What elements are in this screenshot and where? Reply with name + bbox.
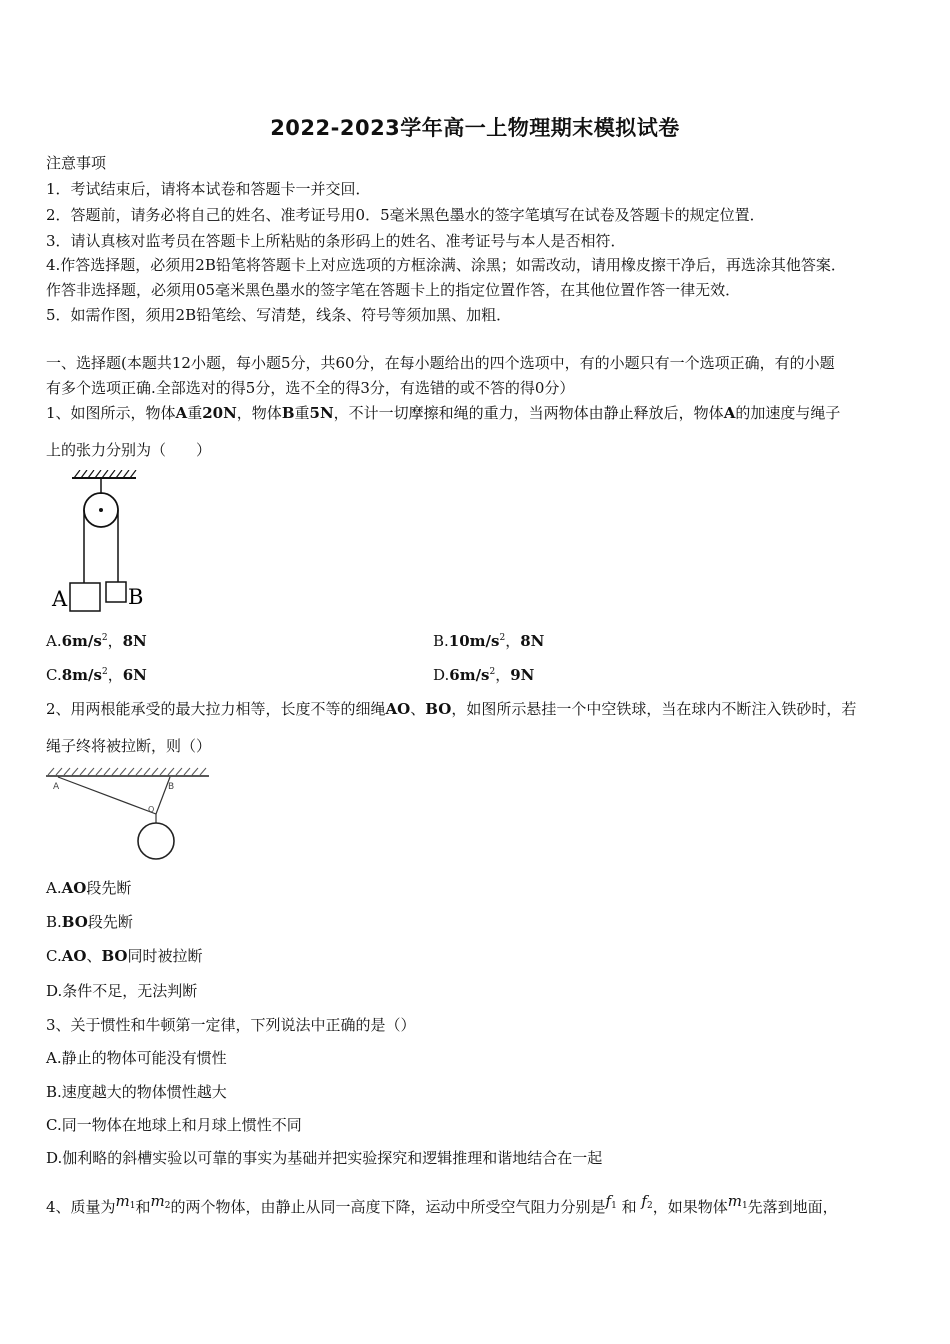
notice-item: 2．答题前，请务必将自己的姓名、准考证号用0．5毫米黑色墨水的签字笔填写在试卷及答题卡的规定位置． — [46, 206, 765, 224]
notice-item: 3．请认真核对监考员在答题卡上所粘贴的条形码上的姓名、准考证号与本人是否相符． — [46, 232, 626, 250]
q2-option-d[interactable]: D.条件不足，无法判断 — [46, 982, 198, 1000]
notice-heading: 注意事项 — [46, 154, 107, 172]
q1-option-a[interactable]: $A.6m/s^2$，8N — [46, 632, 147, 650]
label-b: B — [128, 585, 144, 609]
q2-option-a[interactable]: A.AO段先断 — [46, 879, 132, 897]
hanging-ball-figure — [44, 766, 212, 864]
q3-option-a[interactable]: A.静止的物体可能没有惯性 — [46, 1049, 227, 1067]
section-instructions: 一、选择题(本题共12小题，每小题5分，共60分，在每小题给出的四个选项中，有的小题只有一个选项正确，有的小题 — [46, 354, 835, 372]
q1-option-c[interactable]: $C.8m/s^2$，6N — [46, 666, 147, 684]
q2-stem-cont: 绳子终将被拉断，则（） — [46, 737, 212, 755]
label-b: B — [168, 782, 175, 792]
notice-item: 1．考试结束后，请将本试卷和答题卡一并交回． — [46, 180, 371, 198]
pulley-figure — [48, 470, 158, 615]
section-instructions: 有多个选项正确.全部选对的得5分，选不全的得3分，有选错的或不答的得0分） — [46, 379, 575, 397]
q2-option-c[interactable]: C.AO、BO同时被拉断 — [46, 947, 203, 965]
q4-stem: 4、质量为$m_1$和$m_2$的两个物体，由静止从同一高度下降，运动中所受空气阻力分别是$f_1$ 和 $f_2$，如果物体$m_1$先落到地面， — [46, 1192, 838, 1216]
q1-option-b[interactable]: $B.10m/s^2$，8N — [433, 632, 545, 650]
q1-stem: 1、如图所示，物体A重20N，物体B重5N，不计一切摩擦和绳的重力，当两物体由静止释放后，物体A的加速度与绳子 — [46, 404, 841, 422]
q2-stem: 2、用两根能承受的最大拉力相等，长度不等的细绳AO、BO，如图所示悬挂一个中空铁球，当在球内不断注入铁砂时，若 — [46, 700, 857, 718]
label-a: A — [53, 782, 60, 792]
q3-option-d[interactable]: D.伽利略的斜槽实验以可靠的事实为基础并把实验探究和逻辑推理和谐地结合在一起 — [46, 1149, 603, 1167]
q3-stem: 3、关于惯性和牛顿第一定律，下列说法中正确的是（） — [46, 1016, 416, 1034]
page-title: 2022-2023学年高一上物理期末模拟试卷 — [270, 116, 680, 140]
notice-item: 5．如需作图，须用2B铅笔绘、写清楚，线条、符号等须加黑、加粗． — [46, 306, 512, 324]
q3-option-b[interactable]: B.速度越大的物体惯性越大 — [46, 1083, 227, 1101]
q1-stem-cont: 上的张力分别为（ ） — [46, 441, 212, 459]
label-a: A — [52, 587, 68, 611]
q1-option-d[interactable]: $D.6m/s^2$，9N — [433, 666, 535, 684]
q2-option-b[interactable]: B.BO段先断 — [46, 913, 133, 931]
notice-item: 作答非选择题，必须用05毫米黑色墨水的签字笔在答题卡上的指定位置作答，在其他位置作答一律无效． — [46, 281, 741, 299]
label-o: O — [148, 805, 155, 814]
notice-item: 4.作答选择题，必须用2B铅笔将答题卡上对应选项的方框涂满、涂黑；如需改动，请用橡皮擦干净后，再选涂其他答案． — [46, 256, 846, 274]
q3-option-c[interactable]: C.同一物体在地球上和月球上惯性不同 — [46, 1116, 302, 1134]
